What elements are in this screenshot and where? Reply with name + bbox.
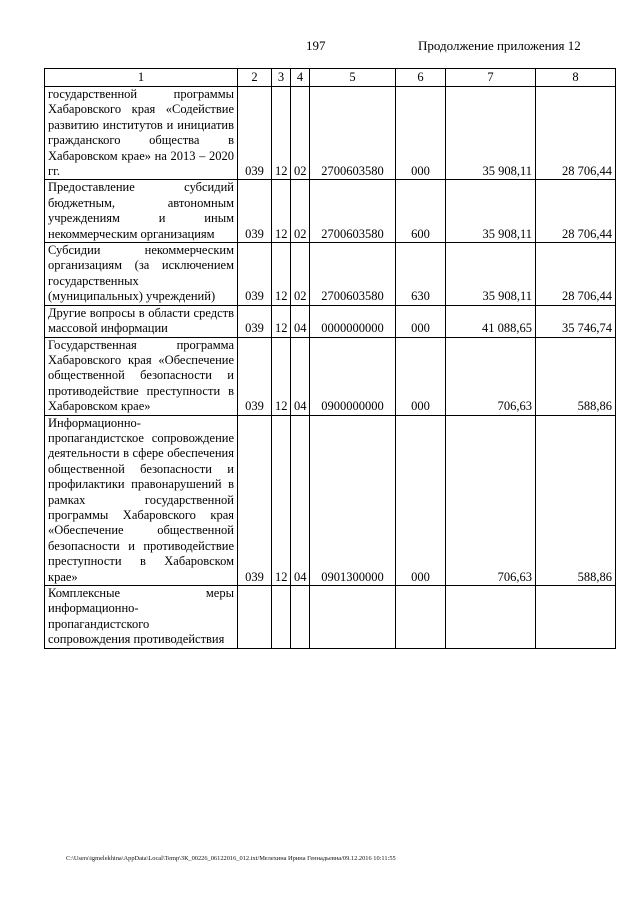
footer-file-path: C:\Users\igmelekhina\AppData\Local\Temp\ЗК_00226_06122016_012.txt/Мелехина Ирина Геннадьевна/09.12.2016 10:11:55 <box>66 855 396 862</box>
amount-col8: 588,86 <box>536 415 616 585</box>
table-row <box>45 337 616 415</box>
table-row <box>45 243 616 306</box>
section-code: 12 <box>272 243 291 306</box>
subsection-code: 04 <box>291 305 310 337</box>
amount-col7: 35 908,11 <box>446 180 536 243</box>
subsection-code: 02 <box>291 243 310 306</box>
amount-col8: 28 706,44 <box>536 180 616 243</box>
row-name: государственной программы Хабаровского края «Содействие развитию институтов и инициатив гражданского общества в Хабаровском крае» на 2013 – 2020 гг. <box>45 87 238 180</box>
row-name: Предоставление субсидий бюджетным, автономным учреждениям и иным некоммерческим организациям <box>45 180 238 243</box>
row-name: Информационно-пропагандистское сопровождение деятельности в сфере обеспечения общественной безопасности и профилактики правонарушений в рамках государственной программы Хабаровского края «Обеспечение общественной безопасности и противодействие преступности в Хабаровском крае» <box>45 415 238 585</box>
column-header: 4 <box>291 69 310 87</box>
ministry-code: 039 <box>238 180 272 243</box>
row-name: Субсидии некоммерческим организациям (за исключением государственных (муниципальных) учреждений) <box>45 243 238 306</box>
amount-col7: 706,63 <box>446 415 536 585</box>
expense-type-code: 000 <box>396 87 446 180</box>
subsection-code: 02 <box>291 180 310 243</box>
column-header: 2 <box>238 69 272 87</box>
target-code: 2700603580 <box>310 87 396 180</box>
target-code <box>310 586 396 649</box>
target-code: 0900000000 <box>310 337 396 415</box>
column-header: 6 <box>396 69 446 87</box>
ministry-code: 039 <box>238 305 272 337</box>
table-row <box>45 87 616 180</box>
amount-col7: 706,63 <box>446 337 536 415</box>
amount-col8: 28 706,44 <box>536 87 616 180</box>
amount-col8: 28 706,44 <box>536 243 616 306</box>
target-code: 0000000000 <box>310 305 396 337</box>
table-row <box>45 180 616 243</box>
ministry-code: 039 <box>238 87 272 180</box>
ministry-code: 039 <box>238 243 272 306</box>
expense-type-code: 000 <box>396 305 446 337</box>
target-code: 2700603580 <box>310 180 396 243</box>
amount-col8: 588,86 <box>536 337 616 415</box>
target-code: 2700603580 <box>310 243 396 306</box>
page-number: 197 <box>306 38 326 53</box>
appendix-continuation-note: Продолжение приложения 12 <box>418 38 581 53</box>
ministry-code <box>238 586 272 649</box>
column-header: 5 <box>310 69 396 87</box>
expense-type-code: 000 <box>396 337 446 415</box>
amount-col8 <box>536 586 616 649</box>
subsection-code: 02 <box>291 87 310 180</box>
section-code: 12 <box>272 87 291 180</box>
amount-col7: 35 908,11 <box>446 87 536 180</box>
section-code: 12 <box>272 305 291 337</box>
target-code: 0901300000 <box>310 415 396 585</box>
expense-type-code: 000 <box>396 415 446 585</box>
table-row <box>45 586 616 649</box>
column-header: 8 <box>536 69 616 87</box>
subsection-code: 04 <box>291 337 310 415</box>
column-header: 1 <box>45 69 238 87</box>
row-name: Комплексные меры информационно-пропагандистского сопровождения противодействия <box>45 586 238 649</box>
budget-table <box>44 68 616 649</box>
subsection-code <box>291 586 310 649</box>
expense-type-code: 600 <box>396 180 446 243</box>
expense-type-code <box>396 586 446 649</box>
table-row <box>45 305 616 337</box>
table-row <box>45 415 616 585</box>
table-header-row <box>45 69 616 87</box>
section-code <box>272 586 291 649</box>
row-name: Другие вопросы в области средств массовой информации <box>45 305 238 337</box>
section-code: 12 <box>272 180 291 243</box>
column-header: 7 <box>446 69 536 87</box>
expense-type-code: 630 <box>396 243 446 306</box>
subsection-code: 04 <box>291 415 310 585</box>
column-header: 3 <box>272 69 291 87</box>
ministry-code: 039 <box>238 415 272 585</box>
section-code: 12 <box>272 337 291 415</box>
amount-col7: 41 088,65 <box>446 305 536 337</box>
row-name: Государственная программа Хабаровского края «Обеспечение общественной безопасности и противодействие преступности в Хабаровском крае» <box>45 337 238 415</box>
amount-col7 <box>446 586 536 649</box>
ministry-code: 039 <box>238 337 272 415</box>
section-code: 12 <box>272 415 291 585</box>
amount-col7: 35 908,11 <box>446 243 536 306</box>
amount-col8: 35 746,74 <box>536 305 616 337</box>
